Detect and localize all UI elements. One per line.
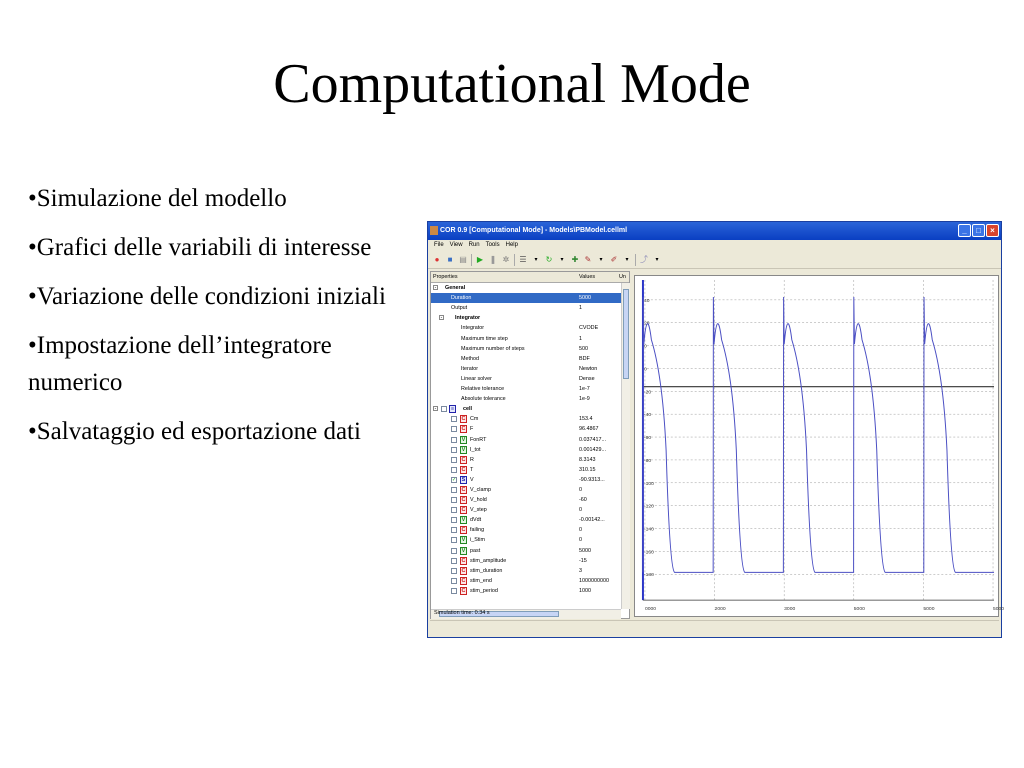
property-name: stim_end <box>470 577 492 584</box>
properties-vertical-scrollbar[interactable] <box>621 283 630 609</box>
property-row[interactable] <box>431 323 629 333</box>
property-name: V <box>470 476 474 483</box>
plot-checkbox[interactable] <box>451 568 457 574</box>
property-row[interactable] <box>431 566 629 576</box>
variable-type-icon: C <box>461 567 466 574</box>
property-value[interactable]: 0.037417... <box>579 436 606 443</box>
property-row[interactable] <box>431 546 629 556</box>
property-row[interactable] <box>431 313 629 323</box>
app-icon <box>430 226 438 235</box>
y-tick-label: 0 <box>643 367 647 373</box>
property-name: Method <box>461 355 479 362</box>
property-name: stim_duration <box>470 567 503 574</box>
property-row[interactable] <box>431 354 629 364</box>
x-tick-label: 2000 <box>714 607 726 613</box>
property-name: i_Stim <box>470 537 485 544</box>
y-tick-label: -80 <box>643 458 652 464</box>
property-row[interactable] <box>431 515 629 525</box>
x-tick-label: 3000 <box>784 607 796 613</box>
property-row[interactable] <box>431 435 629 445</box>
remove-graph-icon[interactable]: ✎ <box>584 254 592 264</box>
voltage-plot[interactable] <box>634 275 1005 617</box>
property-name: V_clamp <box>470 486 491 493</box>
plot-checkbox[interactable] <box>451 548 457 554</box>
property-row[interactable] <box>431 394 629 404</box>
property-value[interactable]: 0 <box>579 537 582 544</box>
column-header-properties[interactable]: Properties <box>433 274 458 280</box>
app-window <box>427 221 1005 638</box>
property-value[interactable]: 1e-7 <box>579 386 590 393</box>
property-name: Duration <box>451 295 472 302</box>
property-value[interactable]: -0.00142... <box>579 517 605 524</box>
property-name: V_hold <box>470 497 487 504</box>
toolbar-separator <box>635 254 636 266</box>
property-value[interactable]: -90.9313... <box>579 476 605 483</box>
expander-icon[interactable]: - <box>440 315 443 322</box>
plot-checkbox[interactable] <box>451 487 457 493</box>
menu-view[interactable]: View <box>449 242 463 248</box>
property-value[interactable]: 1e-9 <box>579 396 590 403</box>
property-value[interactable]: 0.001429... <box>579 446 606 453</box>
property-row[interactable] <box>431 556 629 566</box>
property-row[interactable] <box>431 424 629 434</box>
expander-icon[interactable]: - <box>434 406 437 413</box>
menu-tools[interactable]: Tools <box>485 242 500 248</box>
chevron-down-icon[interactable]: ▾ <box>560 256 564 263</box>
y-tick-label: -160 <box>643 550 654 556</box>
component-icon: ≡ <box>450 406 455 413</box>
property-value[interactable]: 0 <box>579 527 582 534</box>
property-name: I_tot <box>470 446 481 453</box>
properties-rows <box>431 283 629 596</box>
property-name: dVdt <box>470 517 482 524</box>
plot-checkbox[interactable] <box>451 447 457 453</box>
chevron-down-icon[interactable]: ▾ <box>655 256 659 263</box>
property-name: Relative tolerance <box>461 386 505 393</box>
variable-type-icon: V <box>461 436 466 443</box>
property-value[interactable]: 5000 <box>579 295 591 302</box>
property-value[interactable]: BDF <box>579 355 590 362</box>
scrollbar-thumb[interactable] <box>623 289 629 379</box>
plot-checkbox[interactable] <box>451 558 457 564</box>
property-name: Integrator <box>461 325 485 332</box>
property-row[interactable] <box>431 535 629 545</box>
property-name: failing <box>470 527 485 534</box>
variable-type-icon: C <box>461 557 466 564</box>
plot-checkbox[interactable] <box>451 507 457 513</box>
property-name: Integrator <box>455 315 481 322</box>
y-tick-label: -40 <box>643 413 652 419</box>
reset-icon[interactable]: ↻ <box>545 254 553 264</box>
plot-checkbox[interactable] <box>451 517 457 523</box>
y-tick-label: 20 <box>643 321 650 327</box>
plot-checkbox[interactable] <box>451 416 457 422</box>
property-value[interactable]: -15 <box>579 557 587 564</box>
variable-type-icon: C <box>461 577 466 584</box>
variable-type-icon: C <box>461 587 466 594</box>
property-name: FonRT <box>470 436 487 443</box>
export-icon[interactable]: ⤴ <box>640 254 648 264</box>
property-name: past <box>470 547 481 554</box>
property-value[interactable]: 1000000000 <box>579 577 609 584</box>
plot-checkbox[interactable] <box>451 527 457 533</box>
bullet-item: •Impostazione dell’integratore numerico <box>28 332 332 396</box>
column-header-unit[interactable]: Un <box>619 274 626 280</box>
property-value[interactable]: 0 <box>579 507 582 514</box>
variable-type-icon: C <box>461 456 466 463</box>
property-name: cell <box>463 406 472 413</box>
property-name: F <box>470 426 474 433</box>
property-value[interactable]: 96.4867 <box>579 426 599 433</box>
property-name: T <box>470 466 474 473</box>
property-row[interactable] <box>431 465 629 475</box>
slide-title: Computational Mode <box>273 53 751 115</box>
window-title: COR 0.9 [Computational Mode] - Models\PBModel.cellml <box>440 227 628 234</box>
plot-checkbox[interactable] <box>451 467 457 473</box>
property-row[interactable] <box>431 505 629 515</box>
property-row[interactable] <box>431 576 629 586</box>
property-row[interactable] <box>431 455 629 465</box>
property-row[interactable] <box>431 495 629 505</box>
list-icon[interactable]: ☰ <box>519 254 527 264</box>
property-value[interactable]: 3 <box>579 567 582 574</box>
window-titlebar[interactable] <box>428 222 1001 240</box>
variable-type-icon: C <box>461 416 466 423</box>
close-button[interactable]: × <box>986 224 999 237</box>
plot-checkbox[interactable] <box>451 497 457 503</box>
plot-checkbox[interactable] <box>451 457 457 463</box>
plot-checkbox[interactable] <box>451 437 457 443</box>
plot-checkbox[interactable] <box>451 578 457 584</box>
menu-run[interactable]: Run <box>468 242 480 248</box>
minimize-button[interactable]: _ <box>958 224 971 237</box>
run-icon[interactable]: ▶ <box>476 254 484 264</box>
property-name: V_step <box>470 507 487 514</box>
property-row[interactable] <box>431 475 629 485</box>
x-tick-label: 5000 <box>993 607 1005 613</box>
property-name: Cm <box>470 416 479 423</box>
menu-bar <box>428 240 1001 251</box>
menu-file[interactable]: File <box>434 242 444 248</box>
variable-type-icon: C <box>461 486 466 493</box>
variable-type-icon: C <box>461 466 466 473</box>
variable-type-icon: C <box>461 507 466 514</box>
stop-icon[interactable]: ● <box>434 254 440 264</box>
property-row[interactable] <box>431 525 629 535</box>
bullet-item: •Simulazione del modello <box>28 185 287 212</box>
simulation-status: Simulation time: 0.34 s <box>434 610 490 616</box>
plot-checkbox[interactable] <box>451 426 457 432</box>
property-row[interactable] <box>431 404 629 414</box>
property-value[interactable]: 1 <box>579 305 582 312</box>
property-name: Output <box>451 305 468 312</box>
save-icon[interactable]: ■ <box>447 254 453 264</box>
property-value[interactable]: 0 <box>579 486 582 493</box>
status-bar <box>430 620 999 633</box>
y-tick-label: -60 <box>643 436 652 442</box>
column-header-values[interactable]: Values <box>579 274 596 280</box>
variable-type-icon: V <box>461 517 466 524</box>
y-tick-label: -140 <box>643 527 654 533</box>
property-row[interactable] <box>431 374 629 384</box>
variable-type-icon: C <box>461 527 466 534</box>
pause-icon[interactable]: ❚ <box>489 254 497 264</box>
bullet-item: •Salvataggio ed esportazione dati <box>28 418 361 445</box>
property-name: stim_amplitude <box>470 557 507 564</box>
y-tick-label: 0 <box>643 344 647 350</box>
chevron-down-icon[interactable]: ▾ <box>534 256 538 263</box>
menu-help[interactable]: Help <box>505 242 518 248</box>
bullet-item: •Grafici delle variabili di interesse <box>28 234 372 261</box>
property-name: Maximum time step <box>461 335 508 342</box>
property-row[interactable] <box>431 334 629 344</box>
property-value[interactable]: 1000 <box>579 587 591 594</box>
property-row[interactable] <box>431 586 629 596</box>
property-row[interactable] <box>431 283 629 293</box>
property-value[interactable]: 153.4 <box>579 416 593 423</box>
property-row[interactable] <box>431 303 629 313</box>
plot-checkbox[interactable] <box>451 537 457 543</box>
plot-checkbox[interactable] <box>441 406 447 412</box>
property-value[interactable]: 500 <box>579 345 588 352</box>
property-row[interactable] <box>431 293 629 303</box>
variable-type-icon: C <box>461 426 466 433</box>
plot-checkbox[interactable] <box>451 588 457 594</box>
bullet-item: •Variazione delle condizioni iniziali <box>28 283 386 310</box>
save-as-icon[interactable]: ▤ <box>459 254 467 264</box>
debug-icon[interactable]: ✲ <box>502 254 510 264</box>
voltage-trace <box>643 297 994 572</box>
maximize-button[interactable]: □ <box>972 224 985 237</box>
edit-graph-icon[interactable]: ✐ <box>610 254 618 264</box>
property-row[interactable] <box>431 445 629 455</box>
toolbar-separator <box>471 254 472 266</box>
property-row[interactable] <box>431 344 629 354</box>
chevron-down-icon[interactable]: ▾ <box>599 256 603 263</box>
x-tick-label: 5000 <box>923 607 935 613</box>
main-content <box>430 271 1005 619</box>
property-name: Linear solver <box>461 375 492 382</box>
plot-checkbox[interactable]: ✓ <box>452 476 457 483</box>
property-value[interactable]: 8.3143 <box>579 456 596 463</box>
property-name: Iterator <box>461 365 479 372</box>
toolbar <box>428 251 1001 269</box>
x-tick-label: 0000 <box>644 607 657 613</box>
property-value[interactable]: Dense <box>579 375 595 382</box>
property-value[interactable]: 5000 <box>579 547 591 554</box>
properties-panel <box>430 271 630 619</box>
variable-type-icon: V <box>461 537 466 544</box>
property-value[interactable]: CVODE <box>579 325 599 332</box>
y-tick-label: -100 <box>643 481 654 487</box>
expander-icon[interactable]: - <box>434 285 437 292</box>
add-graph-icon[interactable]: ✚ <box>571 254 579 264</box>
variable-type-icon: V <box>461 446 466 453</box>
variable-type-icon: V <box>461 547 466 554</box>
property-row[interactable] <box>431 364 629 374</box>
y-tick-label: 40 <box>643 298 650 304</box>
property-name: stim_period <box>470 587 498 594</box>
y-tick-label: -20 <box>643 390 652 396</box>
toolbar-separator <box>514 254 515 266</box>
x-tick-label: 5000 <box>853 607 865 613</box>
property-value[interactable]: -60 <box>579 497 587 504</box>
variable-type-icon: S <box>461 476 466 483</box>
properties-header <box>431 272 629 283</box>
chevron-down-icon[interactable]: ▾ <box>625 256 629 263</box>
property-name: R <box>470 456 474 463</box>
property-value[interactable]: 1 <box>579 335 582 342</box>
property-row[interactable] <box>431 384 629 394</box>
property-row[interactable] <box>431 414 629 424</box>
property-row[interactable] <box>431 485 629 495</box>
property-value[interactable]: Newton <box>579 365 598 372</box>
y-tick-label: -120 <box>643 504 654 510</box>
bullet-list <box>28 180 398 462</box>
property-name: Absolute tolerance <box>461 396 506 403</box>
y-tick-label: -180 <box>643 573 654 579</box>
property-name: Maximum number of steps <box>461 345 525 352</box>
property-value[interactable]: 310.15 <box>579 466 596 473</box>
property-name: General <box>445 285 466 292</box>
variable-type-icon: C <box>461 497 466 504</box>
